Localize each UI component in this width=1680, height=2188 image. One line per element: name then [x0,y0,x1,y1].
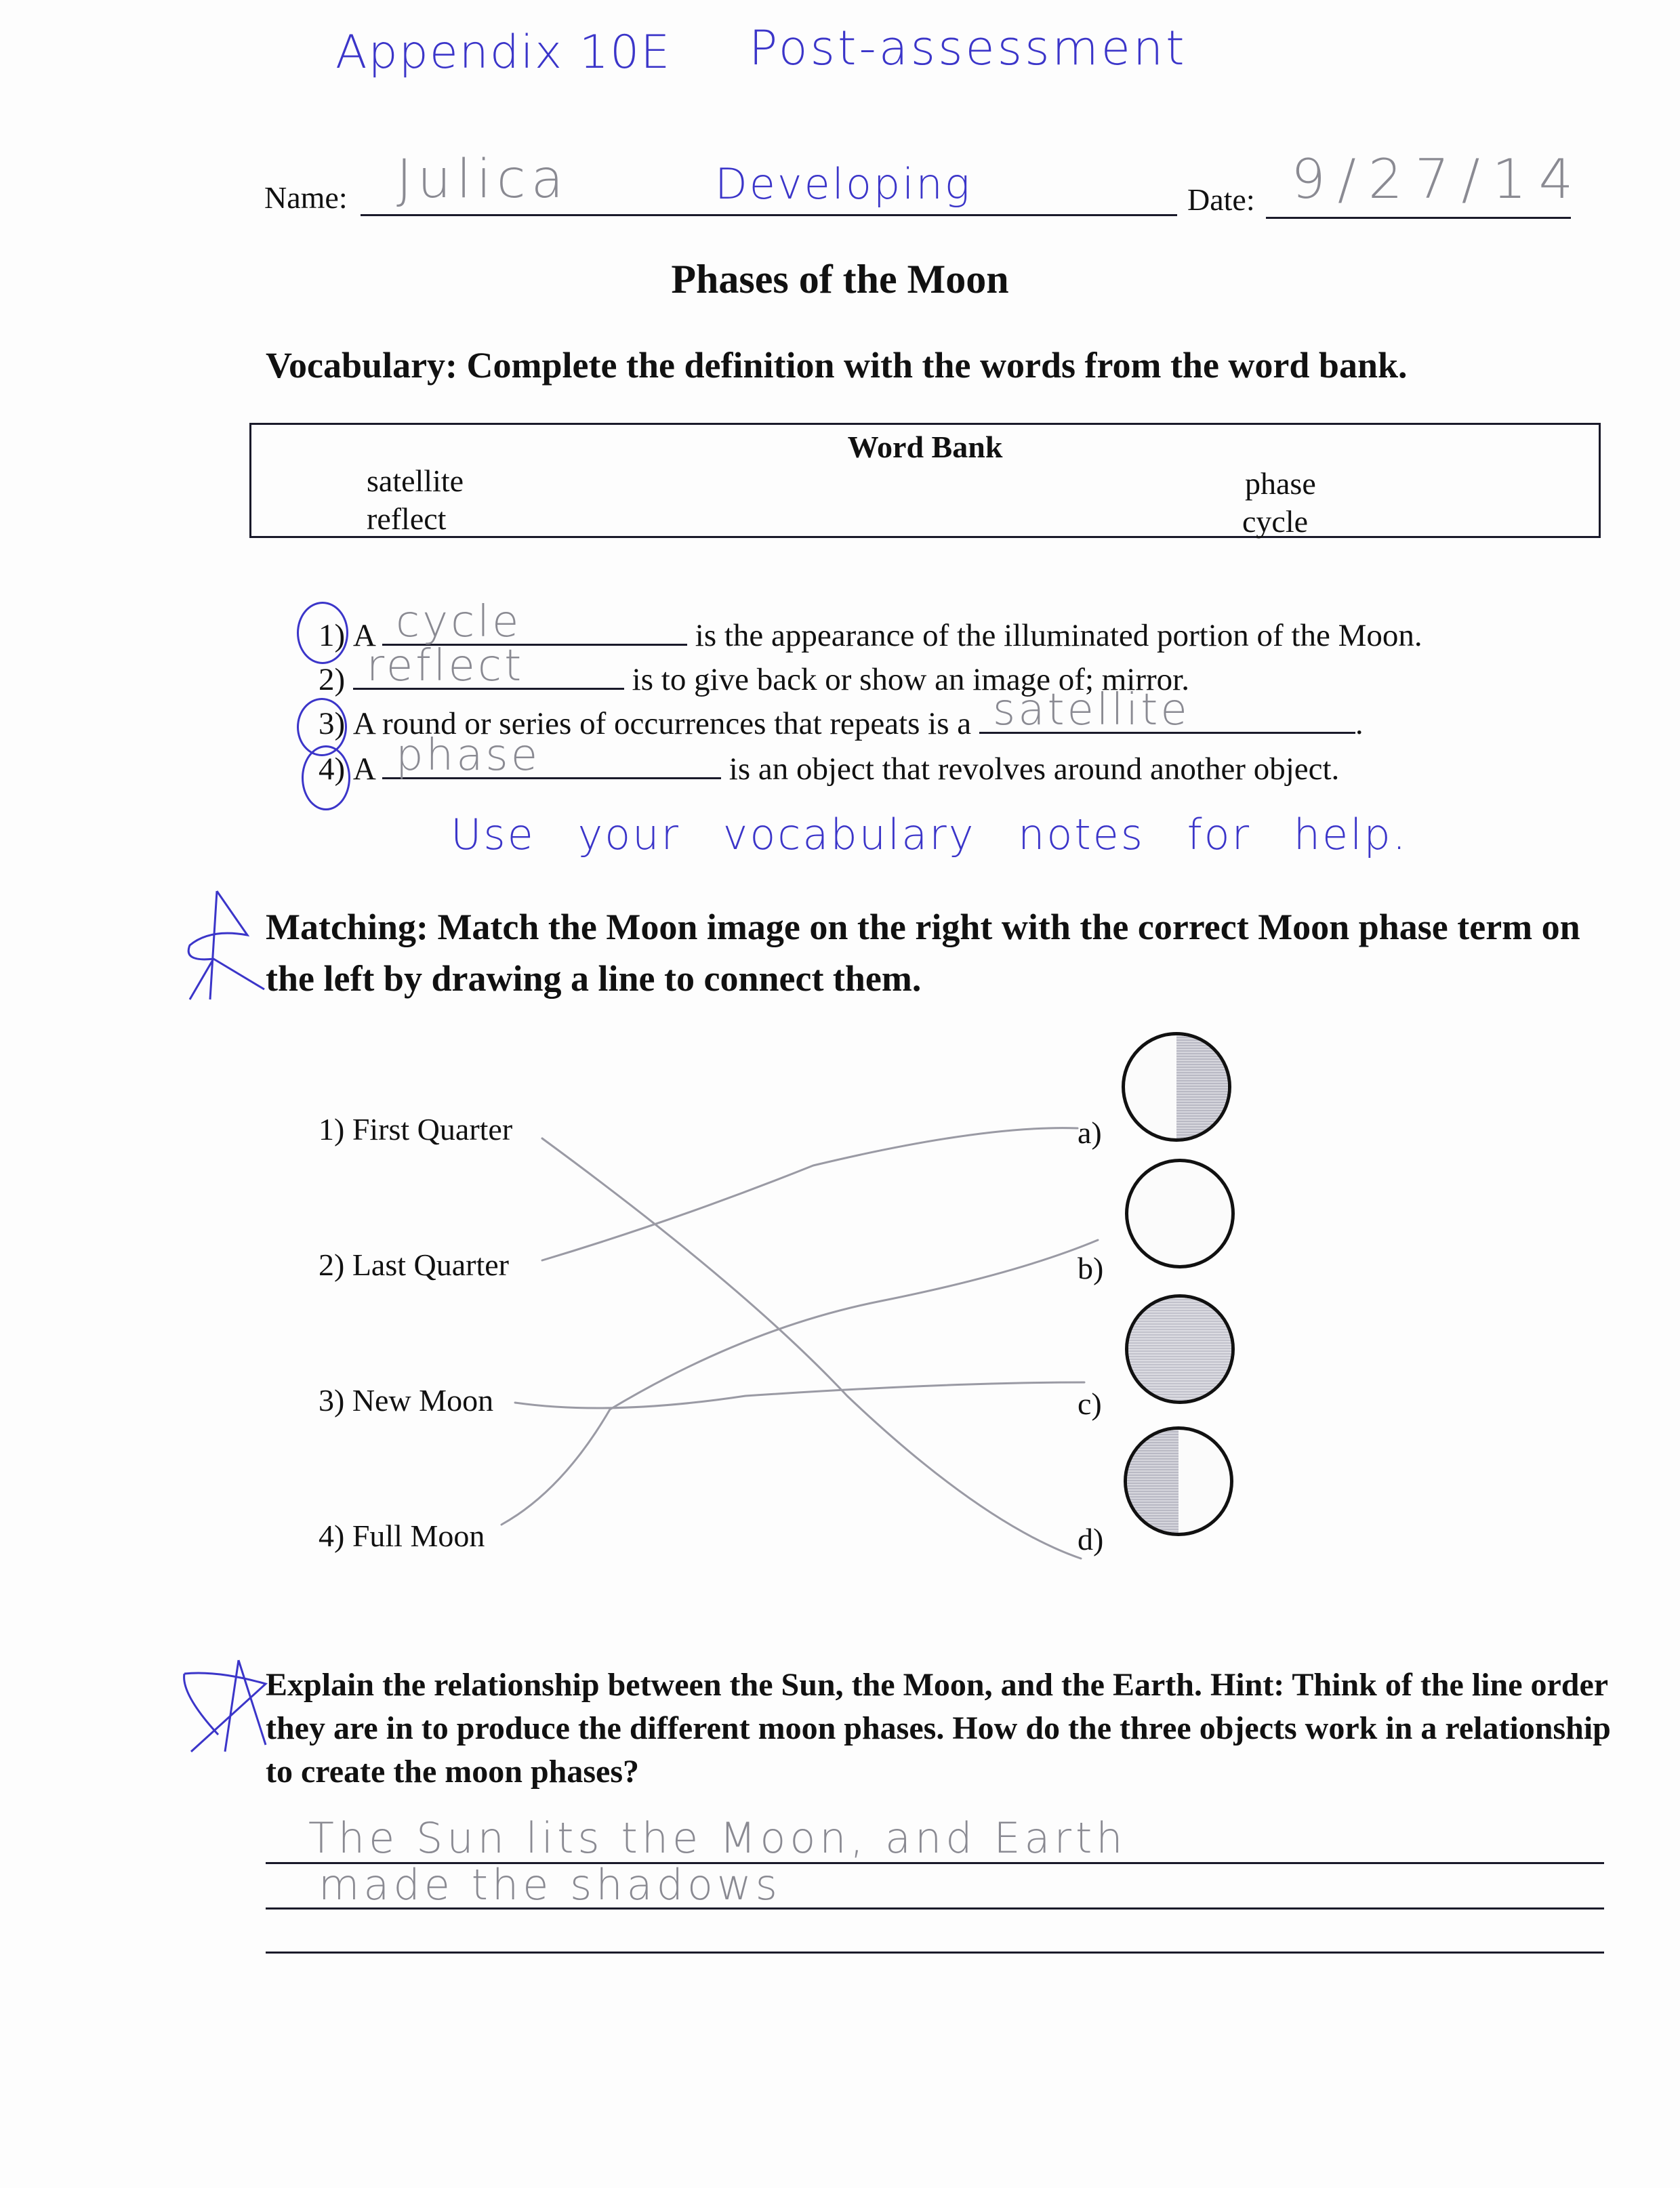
question-text: . [1355,706,1364,741]
term-first-quarter[interactable]: 1) First Quarter [319,1112,513,1147]
word-bank-word: phase [1245,466,1316,501]
page-title: Phases of the Moon [671,257,1009,302]
word-bank-word: reflect [367,501,447,536]
image-letter-a: a) [1078,1115,1102,1150]
matching-heading: Matching: Match the Moon image on the right with the correct Moon phase term on the left by drawing a line to connect them. [266,907,1580,999]
explain-heading: Explain the relationship between the Sun, the Moon, and the Earth. Hint: Think of the line order they are in to produce the different moon phases. How do the three objects work in a relationship to create the moon phases? [266,1667,1611,1790]
explain-answer-1: The Sun lits the Moon, and Earth [308,1813,1127,1863]
word-bank-word: satellite [367,463,464,498]
star-icon [178,1653,272,1755]
question-text: is to give back or show an image of; mirror. [632,662,1189,697]
question-number: 2) [319,662,346,697]
answer-text: phase [396,730,541,781]
explain-answer-2: made the shadows [319,1860,781,1910]
word-bank-title: Word Bank [847,430,1003,464]
date-value: 9/27/14 [1291,148,1586,211]
question-prefix: A round or series of occurrences that repeats is a [352,706,972,741]
question-number: 3) [319,706,346,741]
question-prefix: A [352,618,375,653]
answer-text: satellite [992,685,1190,735]
assessment-note: Post-assessment [749,20,1187,76]
vocabulary-heading: Vocabulary: Complete the definition with the words from the word bank. [266,345,1408,386]
level-tag: Developing [715,159,972,209]
appendix-note: Appendix 10E [335,26,672,79]
image-letter-c: c) [1078,1386,1102,1421]
question-number: 4) [319,751,346,787]
line-last-quarter-to-a [542,1128,1078,1260]
image-letter-d: d) [1078,1522,1104,1556]
answer-text: reflect [366,641,525,691]
line-first-quarter-to-d [542,1138,1081,1559]
word-bank-word: cycle [1242,504,1309,539]
term-full-moon[interactable]: 4) Full Moon [319,1519,485,1553]
image-letter-b: b) [1078,1251,1104,1285]
date-label: Date: [1187,182,1255,217]
teacher-help-note: Use your vocabulary notes for help. [451,810,1408,859]
answer-line-3[interactable] [266,1952,1604,1954]
question-prefix: A [352,751,375,787]
question-text: is an object that revolves around another object. [729,751,1340,787]
question-text: is the appearance of the illuminated portion of the Moon. [695,618,1422,653]
name-value: Julica [396,149,569,210]
answer-text: cycle [396,597,522,647]
question-number: 1) [319,618,346,653]
name-label: Name: [264,180,348,215]
term-last-quarter[interactable]: 2) Last Quarter [319,1247,509,1282]
term-new-moon[interactable]: 3) New Moon [319,1383,494,1418]
line-new-moon-to-c [515,1382,1084,1408]
